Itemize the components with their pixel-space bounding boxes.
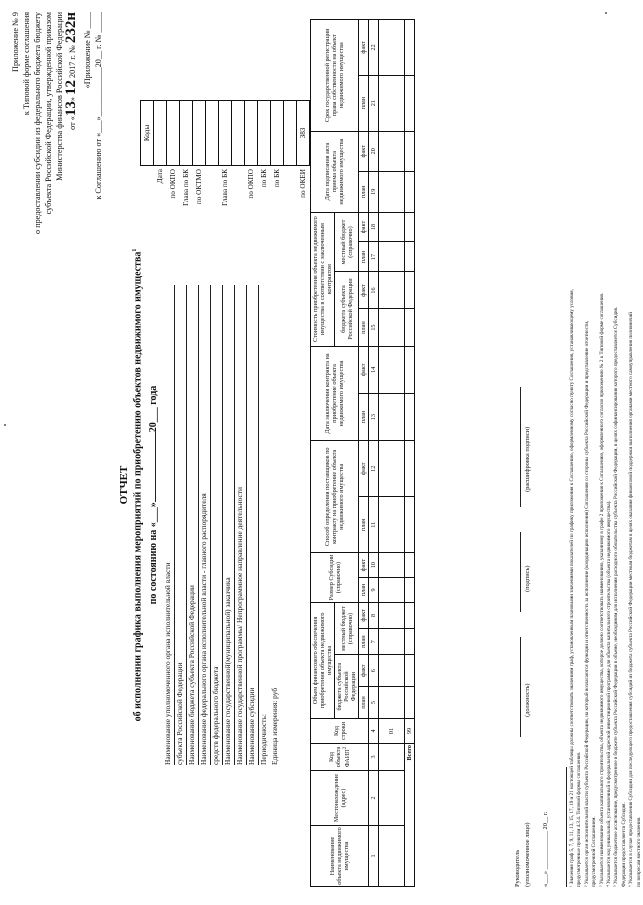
footnote: ³ Указывается наименование объекта капитального строительства, объекта недвижимого имущества, которое должно соответствовать наименованию, указанному в графе 2 приложения к Соглашению, оформленного согласно приложению № 2 к Типовой форме соглашения. [598,292,605,887]
footnote: предусмотренной Соглашением. [591,816,598,887]
footnote: по вопросам местного значения. [635,816,642,887]
column-number-row: 1 2 3 4 5 6 7 8 9 10 11 12 13 14 15 16 17 18 19 20 21 22 [369,20,379,887]
report-subtitle: об исполнении графика выполнения мероприятий по приобретению объектов недвижимого имущества$^1$ [132,248,144,722]
appendix-block [10,12,104,432]
field-line: Наименование государственной(муниципальной) заказчика [223,285,235,765]
order-date-line: от «13» 12 2017 г. № 232н [63,12,79,130]
handwritten-order-number: 232н [63,12,79,44]
handwritten-day: 13 [63,101,79,117]
footnote: ¹ Значения граф 5, 7, 9, 11, 13, 15, 17, 19 и 21 настоящей таблицы должны соответствовать значениям граф, установленным плановыми значениями показателей по графику приложения к Соглашению, оформленному согласно пункту Соглашения, устанавливающему условия, [569,289,575,887]
codes-table: Коды Дата по ОКПО Глава по БК по ОКТМО Глава по БК по ОКПО по БК по БК по ОКЕИ 383 [140,100,310,209]
total-row: Всего 99 [405,20,415,887]
footnote: ⁶ Указывается в случае предоставления Субсидии для последующего предоставления субсидий из бюджета субъекта Российской Федерации местным бюджетам в целях оказания финансовой поддержки выполнения органами местного самоуправления полномочий [628,312,635,887]
report-date-line: по состоянию на «___»20___ года [148,385,159,605]
field-line: субъекта Российской Федерации [175,285,187,765]
footnote: Федерации предоставляется Субсидия. [620,802,627,887]
main-table: Наименование объекта недвижимого имущества Местонахождение (адрес) Код объекта ФАИП$^2$ Код строки Объем финансового обеспечения приобретения объекта недвижимого имущества Размер Субсидии (справочно) Способ определения поставщиков по контракту на приобретение объекта недвижимого имущества Дата заключения контракта на приобретение объекта недвижимого имущества Стоимость приобретения объекта недвижимого имущества в соответствии с заключенным контрактом Дата подписания акта приема объекта недвижимого имущества Срок государственной регистрации права собственности на объект недвижимого имущества бюджета субъекта Российской Федерации местный бюджет (справочно) бюджета субъекта Российской Федерации местный бюджет (справочно) план факт план факт план факт план факт план факт план факт план факт план факт план факт 1 2 3 4 5 6 7 8 9 10 11 12 13 14 15 16 17 18 19 20 21 22 01 Всего 99 [310,19,415,887]
appendix-line: субъекта Российской Федерации, утвержденной приказом [44,12,53,215]
field-line: Наименование уполномоченного органа исполнительной власти [163,285,175,765]
reference-line: к Соглашению от «___»____________20__ г. № _____ [94,12,103,200]
footnote: ⁴ Указывается код уникальный, установленный в федеральной адресной инвестиционной программе для объекта капитального строительства (объекта недвижимого имущества). [606,500,613,887]
appendix-line: Министерства финансов Российской Федерации [55,12,64,181]
appendix-line: к Типовой форме соглашения [22,12,31,116]
report-title: ОТЧЕТ [118,465,130,505]
appendix-number: Приложение № 9 [11,12,20,72]
field-line: Наименование федерального органа исполнительной власти - главного распорядителя [199,285,211,765]
reference-line: «Приложение № ____ [83,12,92,89]
table-row: 01 [379,20,405,887]
codes-header: Коды [141,101,154,166]
field-line: Наименование бюджета субъекта Российской Федерации [187,285,199,765]
handwritten-month: 12 [63,80,79,96]
signature-block: Руководитель (уполномоченное лицо) (должность) (подпись) (расшифровка подписи) «___» ____________ 20__ г. [512,287,572,887]
footnote: ⁵ Указывается бюджетное ассигнование, предусмотренное в бюджете субъекта Российской Федерации в объеме, необходимом для исполнения расходного обязательства субъекта Российской Федерации, в целях софинансирования которого предоставляется Субсидия. [613,306,620,887]
footnotes-block [566,7,643,887]
field-line: Наименование государственной программы/ Непрограммное направление деятельности [235,285,247,765]
field-line: Наименование субсидии [247,285,259,765]
field-line: Единица измерения: руб [270,687,279,765]
footnote: ² Указывается орган исполнительной власти субъекта Российской Федерации, на который возлагаются функции и ответственность за исполнение (координацию исполнения) Соглашения со стороны субъекта Российской Федерации и представление отчетности, [583,320,590,887]
footnote: предусмотренные пунктом 4.3.4. Типовой формы соглашения. [576,751,583,887]
left-fields-block [163,285,281,765]
field-line: средств федерального бюджета [211,285,223,765]
field-line: Периодичность: [259,714,268,765]
appendix-line: о предоставлении субсидии из федерального бюджета бюджету [33,12,42,234]
